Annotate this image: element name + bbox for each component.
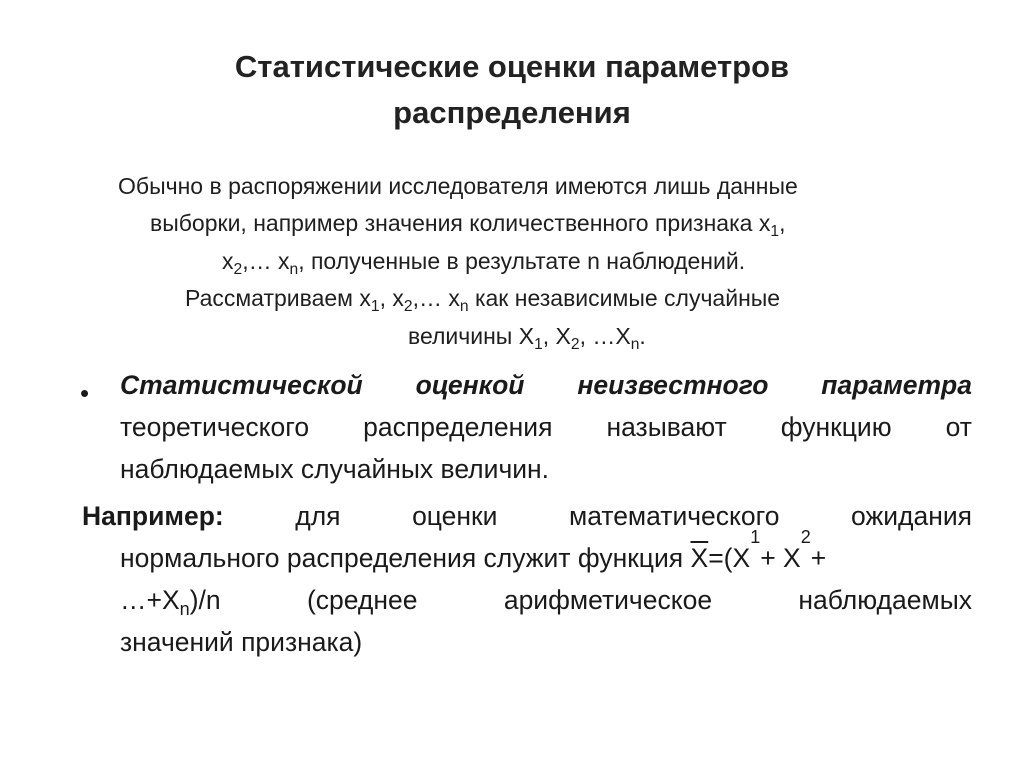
intro-line-3: $x_2,\dots$ $x_n$, полученные в результате n наблюдений. xyxy=(222,248,746,278)
definition-paragraph xyxy=(120,364,972,490)
example-paragraph xyxy=(82,495,972,663)
slide-title xyxy=(0,44,1024,136)
definition-line-1: Статистической оценкой неизвестного параметра xyxy=(120,370,972,400)
title-line-2: распределения xyxy=(393,95,631,130)
example-line-3: $\dots+X_n)/n$ (среднее арифметическое наблюдаемых xyxy=(120,585,972,619)
x-bar-symbol: $\overline{X}$ xyxy=(690,543,709,573)
definition-line-3: наблюдаемых случайных величин. xyxy=(120,454,550,484)
title-line-1: Статистические оценки параметров xyxy=(234,49,790,84)
bullet-marker: • xyxy=(80,378,90,408)
intro-line-5: величины $X_1$, $X_2$, $\dots X_n$. xyxy=(408,323,646,353)
definition-line-2: теоретического распределения называют функцию от xyxy=(120,412,972,442)
intro-line-1: Обычно в распоряжении исследователя имеются лишь данные xyxy=(118,173,798,199)
example-line-4: значений признака) xyxy=(120,627,363,657)
example-line-2: нормального распределения служит функция $\overline{X}$ =(X 1 + X 2 + xyxy=(82,537,972,579)
example-line-1: Например: для оценки математического ожидания xyxy=(82,501,972,531)
intro-line-2: выборки, например значения количественного признака $x_1$, xyxy=(150,210,786,240)
intro-line-4: Рассматриваем $x_1$, $x_2,\dots$ $x_n$ как независимые случайные xyxy=(185,285,781,315)
